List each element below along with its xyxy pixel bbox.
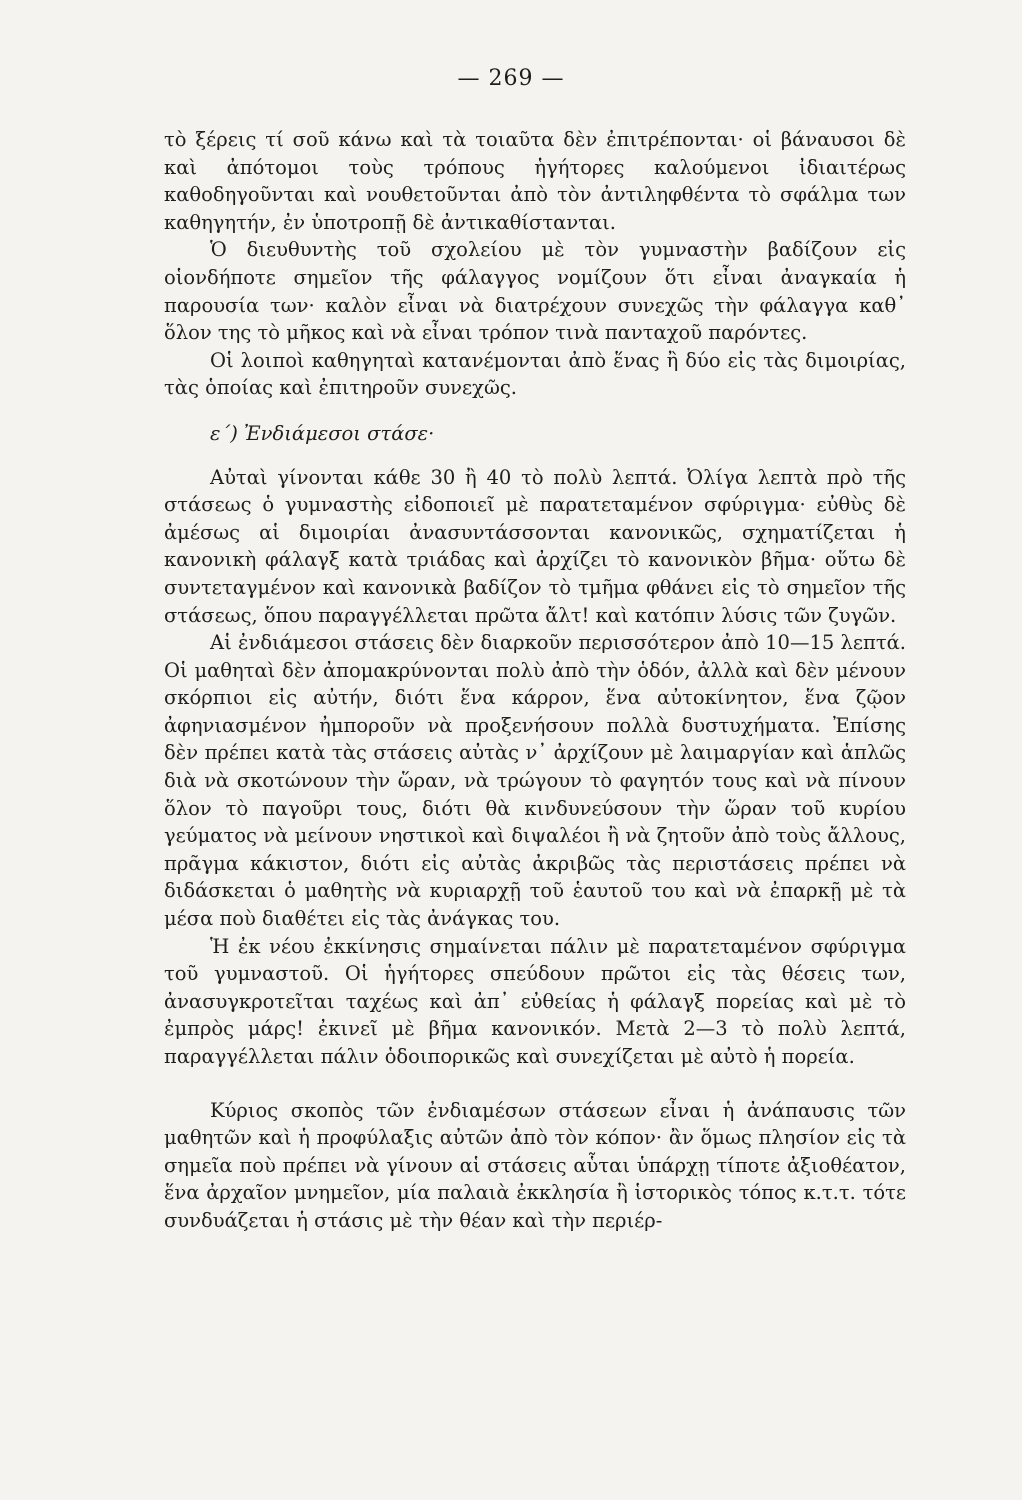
body-text [164,126,906,1235]
section-heading: ε΄) Ἐνδιάμεσοι στάσε· [210,421,435,445]
paragraph: τὸ ξέρεις τί σοῦ κάνω καὶ τὰ τοιαῦτα δὲν ἐπιτρέπονται· οἱ βάναυσοι δὲ καὶ ἀπότομοι τοὺς τρόπους ἡγήτορες καλούμενοι ἰδιαιτέρως καθοδηγοῦνται καὶ νουθετοῦνται ἀπὸ τὸν ἀντιληφθέντα τὸ σφάλμα των καθηγητήν, ἐν ὑποτροπῇ δὲ ἀντικαθίστανται. [164,128,906,234]
page-number: — 269 — [457,66,565,91]
paragraph: Αἱ ἐνδιάμεσοι στάσεις δὲν διαρκοῦν περισσότερον ἀπὸ 10—15 λεπτά. Οἱ μαθηταὶ δὲν ἀπομακρύνονται πολὺ ἀπὸ τὴν ὁδόν, ἀλλὰ καὶ δὲν μένουν σκόρπιοι εἰς αὐτήν, διότι ἕνα κάρρον, ἕνα αὐτοκίνητον, ἕνα ζῷον ἀφηνιασμένον ἠμποροῦν νὰ προξενήσουν πολλὰ δυστυχήματα. Ἐπίσης δὲν πρέπει κατὰ τὰς στάσεις αὐτὰς ν᾽ ἀρχίζουν μὲ λαιμαργίαν καὶ ἁπλῶς διὰ νὰ σκοτώνουν τὴν ὥραν, νὰ τρώγουν τὸ φαγητόν τους καὶ νὰ πίνουν ὅλον τὸ παγοῦρι τους, διότι θὰ κινδυνεύσουν τὴν ὥραν τοῦ κυρίου γεύματος νὰ μείνουν νηστικοὶ καὶ διψαλέοι ἢ νὰ ζητοῦν ἀπὸ τοὺς ἄλλους, πρᾶγμα κάκιστον, διότι εἰς αὐτὰς ἀκριβῶς τὰς περιστάσεις πρέπει νὰ διδάσκεται ὁ μαθητὴς νὰ κυριαρχῇ τοῦ ἑαυτοῦ του καὶ νὰ ἐπαρκῇ μὲ τὰ μέσα ποὺ διαθέτει εἰς τὰς ἀνάγκας του. [164,631,906,931]
paragraph: Ὁ διευθυντὴς τοῦ σχολείου μὲ τὸν γυμναστὴν βαδίζουν εἰς οἱονδήποτε σημεῖον τῆς φάλαγγος νομίζουν ὅτι εἶναι ἀναγκαία ἡ παρουσία των· καλὸν εἶναι νὰ διατρέχουν συνεχῶς τὴν φάλαγγα καθ᾽ ὅλον της τὸ μῆκος καὶ νὰ εἶναι τρόπον τινὰ πανταχοῦ παρόντες. [164,238,906,345]
paragraph: Ἡ ἐκ νέου ἐκκίνησις σημαίνεται πάλιν μὲ παρατεταμένον σφύριγμα τοῦ γυμναστοῦ. Οἱ ἡγήτορες σπεύδουν πρῶτοι εἰς τὰς θέσεις των, ἀνασυγκροτεῖται ταχέως καὶ ἀπ᾽ εὐθείας ἡ φάλαγξ πορείας καὶ μὲ τὸ ἐμπρὸς μάρς! ἐκινεῖ μὲ βῆμα κανονικόν. Μετὰ 2—3 τὸ πολὺ λεπτά, παραγγέλλεται πάλιν ὁδοιπορικῶς καὶ συνεχίζεται μὲ αὐτὸ ἡ πορεία. [164,934,906,1068]
paragraph: Αὐταὶ γίνονται κάθε 30 ἢ 40 τὸ πολὺ λεπτά. Ὀλίγα λεπτὰ πρὸ τῆς στάσεως ὁ γυμναστὴς εἰδοποιεῖ μὲ παρατεταμένον σφύριγμα· εὐθὺς δὲ ἀμέσως αἱ διμοιρίαι ἀνασυντάσσονται κανονικῶς, σχηματίζεται ἡ κανονικὴ φάλαγξ κατὰ τριάδας καὶ ἀρχίζει τὸ κανονικὸν βῆμα· οὕτω δὲ συντεταγμένον καὶ κανονικὰ βαδίζον τὸ τμῆμα φθάνει εἰς τὸ σημεῖον τῆς στάσεως, ὅπου παραγγέλλεται πρῶτα ἄλτ! καὶ κατόπιν λύσις τῶν ζυγῶν. [164,465,906,627]
paragraph: Κύριος σκοπὸς τῶν ἐνδιαμέσων στάσεων εἶναι ἡ ἀνάπαυσις τῶν μαθητῶν καὶ ἡ προφύλαξις αὐτῶν ἀπὸ τὸν κόπον· ἂν ὅμως πλησίον εἰς τὰ σημεῖα ποὺ πρέπει νὰ γίνουν αἱ στάσεις αὗται ὑπάρχῃ τίποτε ἀξιοθέατον, ἕνα ἀρχαῖον μνημεῖον, μία παλαιὰ ἐκκλησία ἢ ἱστορικὸς τόπος κ.τ.τ. τότε συνδυάζεται ἡ στάσις μὲ τὴν θέαν καὶ τὴν περιέρ- [164,1098,906,1232]
paragraph: Οἱ λοιποὶ καθηγηταὶ κατανέμονται ἀπὸ ἕνας ἢ δύο εἰς τὰς διμοιρίας, τὰς ὁποίας καὶ ἐπιτηροῦν συνεχῶς. [164,348,906,400]
